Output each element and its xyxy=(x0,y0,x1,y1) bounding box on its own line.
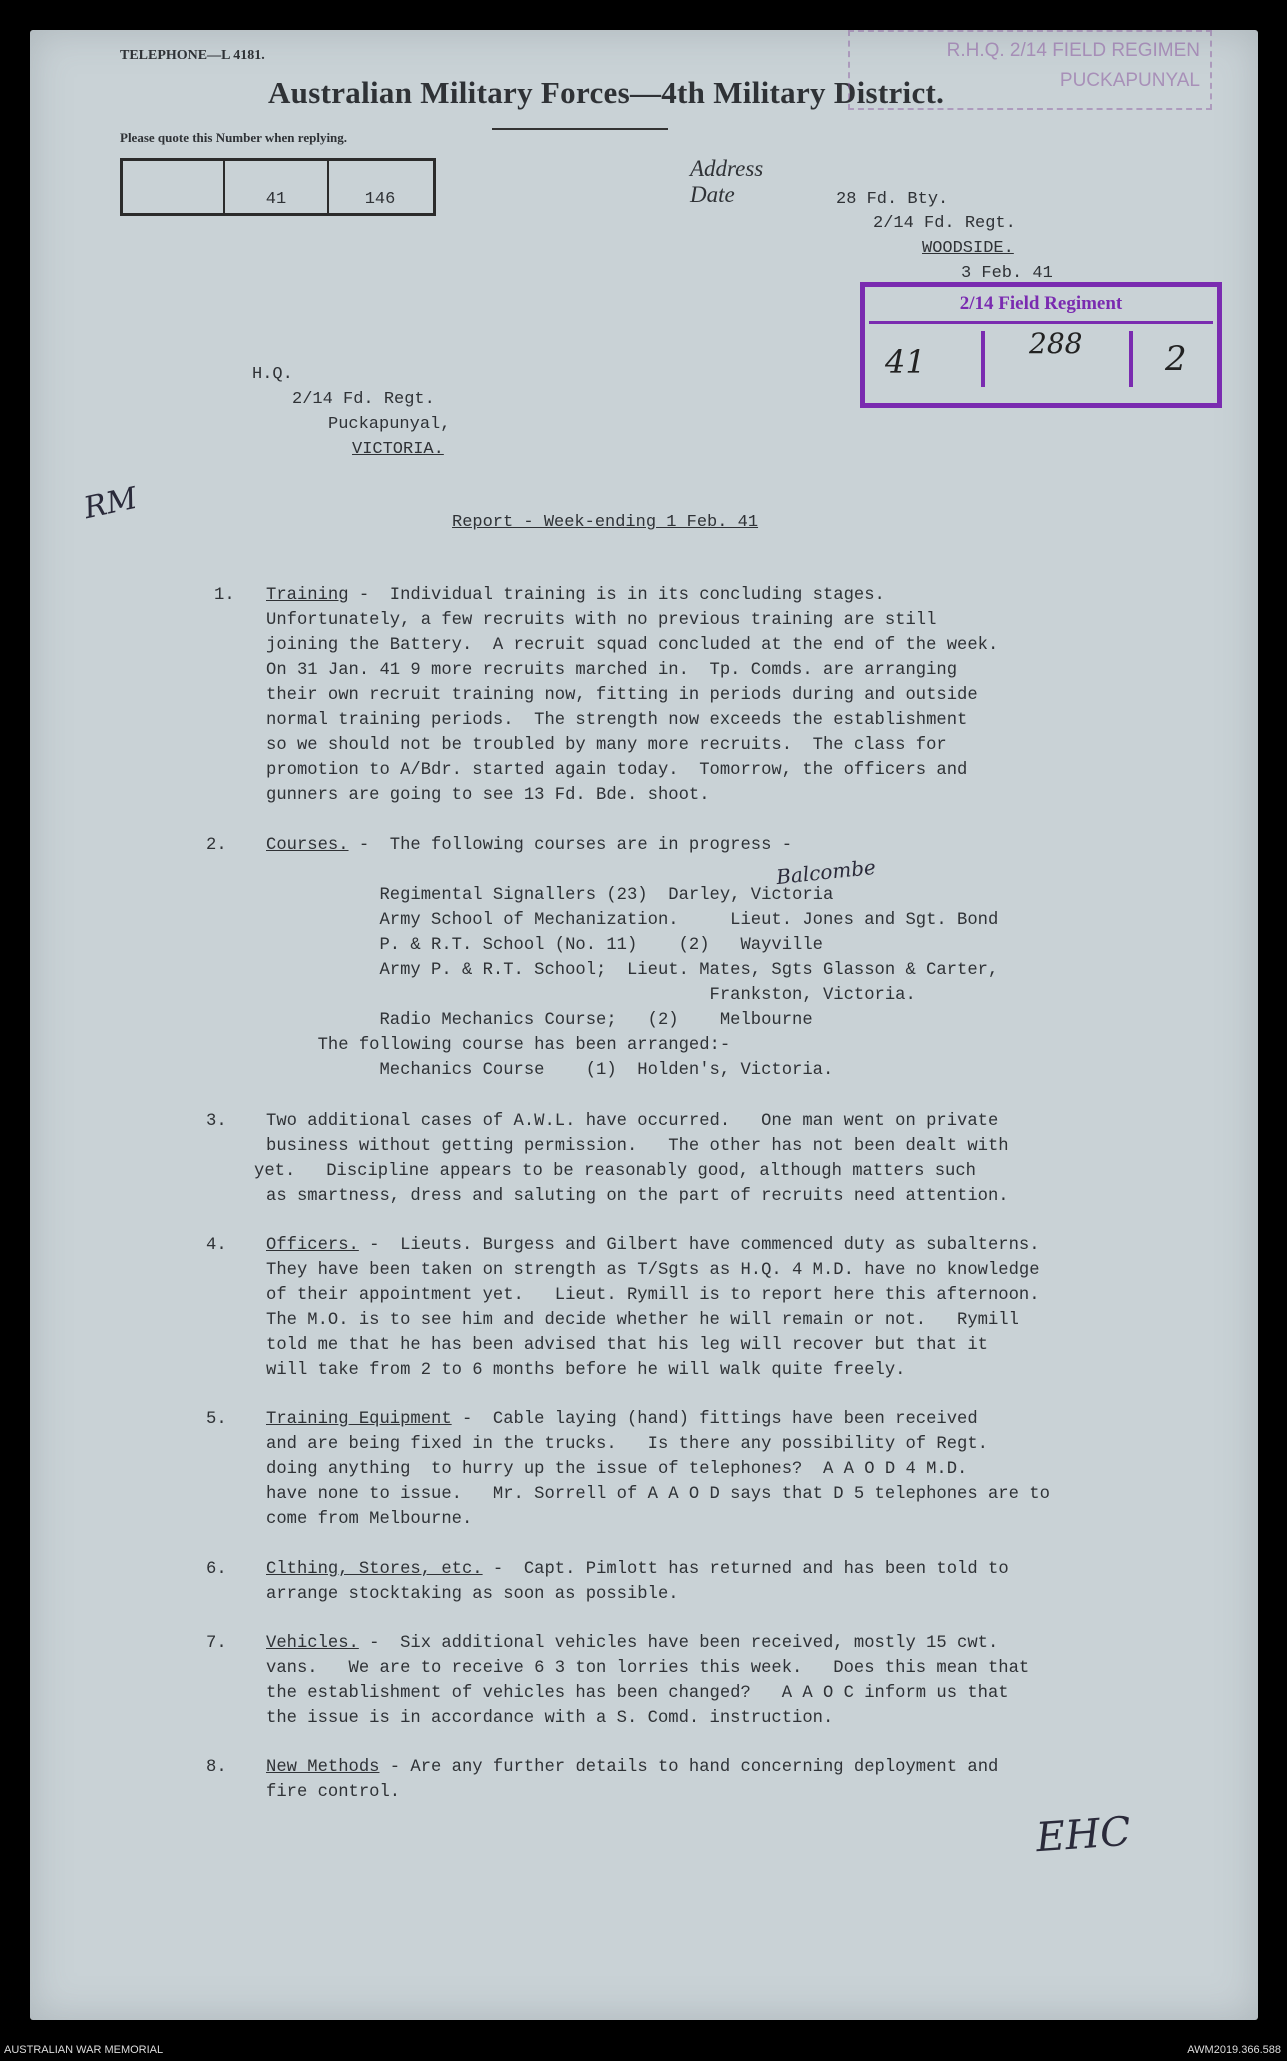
item-5-text: Training Equipment - Cable laying (hand) fittings have been received xyxy=(266,1410,978,1429)
item-2-line: Frankston, Victoria. xyxy=(266,986,916,1005)
signature: EHC xyxy=(1034,1808,1133,1862)
item-heading: New Methods xyxy=(266,1758,380,1777)
item-3-line: business without getting permission. The other has not been dealt with xyxy=(266,1137,1009,1156)
item-2-text: Courses. - The following courses are in progress - xyxy=(266,836,793,855)
faded-receipt-stamp xyxy=(848,30,1212,110)
item-7-line: vans. We are to receive 6 3 ton lorries this week. Does this mean that xyxy=(266,1659,1030,1678)
item-4-line: told me that he has been advised that his leg will recover but that it xyxy=(266,1336,988,1355)
addressee-line-1: H.Q. xyxy=(252,365,293,384)
title-underline xyxy=(492,128,668,130)
item-1-line: their own recruit training now, fitting in periods during and outside xyxy=(266,686,978,705)
registry-number-3: 2 xyxy=(1165,339,1187,379)
footer-right: AWM2019.366.588 xyxy=(1187,2044,1281,2056)
item-2-line: Regimental Signallers (23) Darley, Victoria xyxy=(266,886,834,905)
margin-initials: RM xyxy=(80,480,141,527)
registry-number-2: 288 xyxy=(1029,327,1083,360)
item-heading: Vehicles. xyxy=(266,1634,359,1653)
item-2-line: Army P. & R.T. School; Lieut. Mates, Sgts Glasson & Carter, xyxy=(266,961,999,980)
registry-stamp-title: 2/14 Field Regiment xyxy=(869,287,1213,324)
item-8-text: New Methods - Are any further details to hand concerning deployment and xyxy=(266,1758,999,1777)
item-6-text: Clthing, Stores, etc. - Capt. Pimlott has returned and has been told to xyxy=(266,1560,1009,1579)
footer-left: AUSTRALIAN WAR MEMORIAL xyxy=(4,2044,164,2056)
handwritten-correction: Balcombe xyxy=(775,854,877,890)
faded-stamp-line-2: PUCKAPUNYAL xyxy=(1059,70,1200,91)
item-number: 3. xyxy=(206,1112,227,1131)
item-1-line: joining the Battery. A recruit squad concluded at the end of the week. xyxy=(266,636,999,655)
registry-number-1: 41 xyxy=(885,343,926,381)
item-4-line: will take from 2 to 6 months before he will walk quite freely. xyxy=(266,1361,906,1380)
item-7-line: the issue is in accordance with a S. Comd. instruction. xyxy=(266,1709,834,1728)
item-5-line: doing anything to hurry up the issue of telephones? A A O D 4 M.D. xyxy=(266,1460,968,1479)
item-4-line: of their appointment yet. Lieut. Rymill is to report here this afternoon. xyxy=(266,1286,1040,1305)
item-3-line: as smartness, dress and saluting on the part of recruits need attention. xyxy=(266,1187,1009,1206)
item-heading: Officers. xyxy=(266,1236,359,1255)
address-line-2: 2/14 Fd. Regt. xyxy=(873,214,1016,233)
item-1-line: promotion to A/Bdr. started again today. Tomorrow, the officers and xyxy=(266,761,968,780)
addressee-line-3: Puckapunyal, xyxy=(328,415,451,434)
item-7-text: Vehicles. - Six additional vehicles have been received, mostly 15 cwt. xyxy=(266,1634,999,1653)
item-1-line: Unfortunately, a few recruits with no previous training are still xyxy=(266,611,937,630)
item-heading: Courses. xyxy=(266,836,349,855)
item-3-line: yet. Discipline appears to be reasonably good, although matters such xyxy=(254,1162,976,1181)
item-number: 1. xyxy=(214,586,235,605)
item-1-line: so we should not be troubled by many more recruits. The class for xyxy=(266,736,947,755)
address-line-3: WOODSIDE. xyxy=(922,239,1014,258)
item-heading: Training xyxy=(266,586,349,605)
item-1-line: normal training periods. The strength now exceeds the establishment xyxy=(266,711,968,730)
date-label: Date xyxy=(690,182,735,207)
item-4-line: They have been taken on strength as T/Sgts as H.Q. 4 M.D. have no knowledge xyxy=(266,1261,1040,1280)
telephone-line: TELEPHONE—L 4181. xyxy=(120,48,265,63)
address-date-labels xyxy=(690,156,763,208)
item-1-text: Training - Individual training is in its concluding stages. xyxy=(266,586,885,605)
item-1-line: On 31 Jan. 41 9 more recruits marched in. Tp. Comds. are arranging xyxy=(266,661,958,680)
ref-cell-2: 41 xyxy=(225,161,329,213)
item-6-line: arrange stocktaking as soon as possible. xyxy=(266,1585,679,1604)
item-7-line: the establishment of vehicles has been changed? A A O C inform us that xyxy=(266,1684,1009,1703)
address-line-1: 28 Fd. Bty. xyxy=(836,190,949,209)
item-2-line: Radio Mechanics Course; (2) Melbourne xyxy=(266,1011,813,1030)
item-number: 5. xyxy=(206,1410,227,1429)
letterhead-title: Australian Military Forces—4th Military District. xyxy=(268,75,945,110)
item-2-line: Army School of Mechanization. Lieut. Jones and Sgt. Bond xyxy=(266,911,999,930)
item-1-line: gunners are going to see 13 Fd. Bde. shoot. xyxy=(266,786,710,805)
item-2-line: The following course has been arranged:- xyxy=(266,1036,731,1055)
item-8-line: fire control. xyxy=(266,1783,401,1802)
addressee-line-4: VICTORIA. xyxy=(352,440,444,459)
item-heading: Clthing, Stores, etc. xyxy=(266,1560,483,1579)
report-subject: Report - Week-ending 1 Feb. 41 xyxy=(452,513,759,532)
ref-cell-3: 146 xyxy=(364,190,396,209)
item-4-text: Officers. - Lieuts. Burgess and Gilbert have commenced duty as subalterns. xyxy=(266,1236,1040,1255)
item-5-line: have none to issue. Mr. Sorrell of A A O D says that D 5 telephones are to xyxy=(266,1485,1050,1504)
item-2-line: Mechanics Course (1) Holden's, Victoria. xyxy=(266,1061,834,1080)
address-label: Address xyxy=(690,156,764,181)
item-heading: Training Equipment xyxy=(266,1410,452,1429)
date-value: 3 Feb. 41 xyxy=(961,264,1053,283)
item-5-line: and are being fixed in the trucks. Is there any possibility of Regt. xyxy=(266,1435,988,1454)
registry-stamp xyxy=(860,282,1222,408)
archive-footer xyxy=(0,2038,1287,2061)
item-number: 4. xyxy=(206,1236,227,1255)
registry-divider-1 xyxy=(981,331,985,387)
item-number: 7. xyxy=(206,1634,227,1653)
quote-instruction: Please quote this Number when replying. xyxy=(120,130,348,145)
faded-stamp-line-1: R.H.Q. 2/14 FIELD REGIMEN xyxy=(946,40,1200,61)
item-3-line: Two additional cases of A.W.L. have occurred. One man went on private xyxy=(266,1112,999,1131)
addressee-line-2: 2/14 Fd. Regt. xyxy=(292,390,435,409)
item-number: 8. xyxy=(206,1758,227,1777)
ref-cell-1 xyxy=(123,161,225,213)
item-number: 2. xyxy=(206,836,227,855)
item-5-line: come from Melbourne. xyxy=(266,1510,473,1529)
item-4-line: The M.O. is to see him and decide whether he will remain or not. Rymill xyxy=(266,1311,1019,1330)
reference-number-box xyxy=(120,158,436,216)
item-2-line: P. & R.T. School (No. 11) (2) Wayville xyxy=(266,936,823,955)
registry-divider-2 xyxy=(1129,331,1133,387)
item-number: 6. xyxy=(206,1560,227,1579)
